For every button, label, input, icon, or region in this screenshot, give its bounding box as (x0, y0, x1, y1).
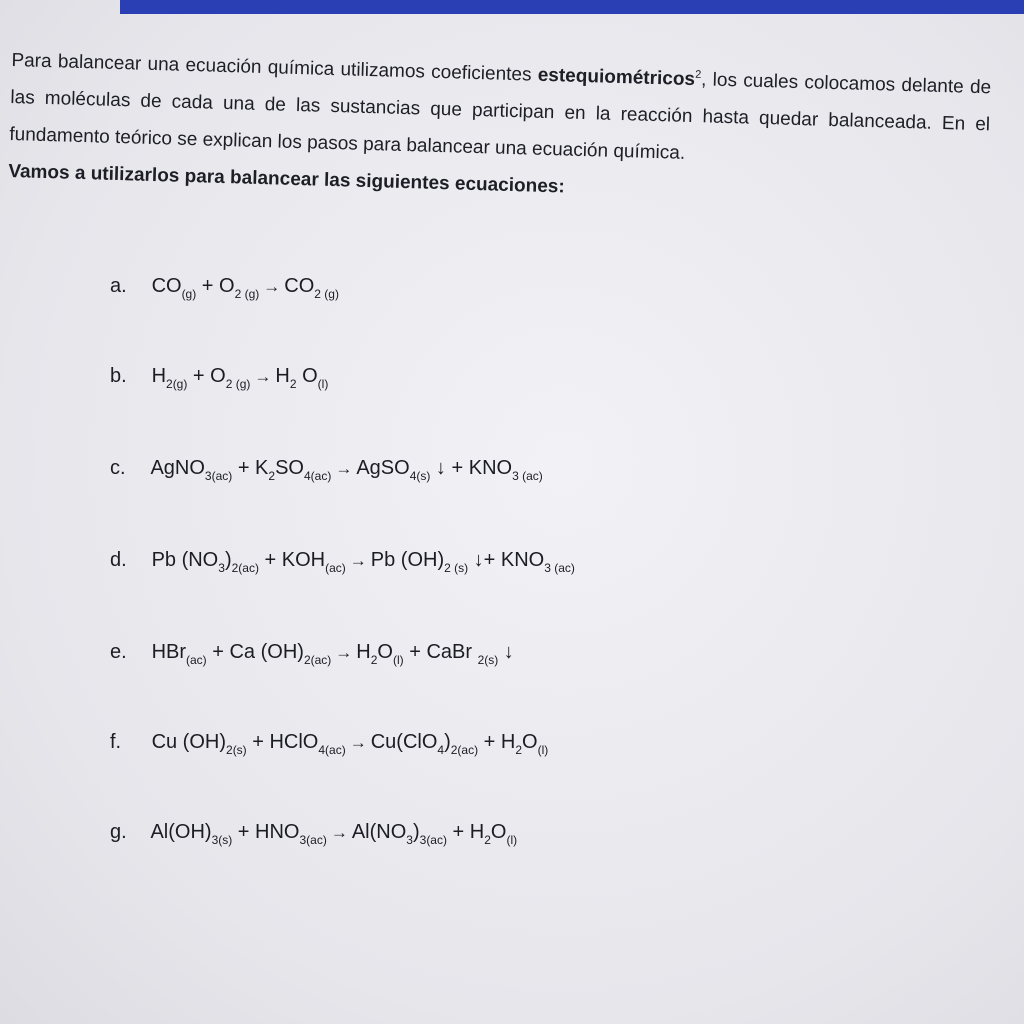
equation-label: e. (110, 641, 127, 663)
equation-expression: AgNO$_{3(ac)}$ + $K_2SO_{4(ac)}$ → AgSO$_{4(s)}$ ↓ + $KNO_{3 (ac)}$ (150, 457, 543, 483)
equation-expression: $Al(OH)_{3(s)} + HNO_{3(ac)} \to Al(NO_3)_{3(ac)} + H_2O_{(l)}$ (150, 821, 518, 847)
equation-label: d. (110, 549, 127, 571)
equation-expression: $H_{2(g)} + O_{2 (g)} \to H_2$ $O_{(l)}$ (151, 365, 329, 391)
equation-label: b. (110, 365, 127, 387)
equation-label: c. (110, 457, 126, 479)
equation-a (110, 275, 339, 301)
equation-expression: HBr$_{(ac)}$ + Ca $(OH)_{2(ac)} \to H_2O_{(l)}$ + CaBr $_{2(s)}$ ↓ (151, 641, 514, 667)
equation-expression: Pb $(NO_3)_{2(ac)} + KOH_{(ac)} \to Pb$ $(OH)_{2 (s)}$ ↓+ $KNO_{3 (ac)}$ (151, 549, 575, 575)
equation-g (110, 821, 518, 847)
equation-c (110, 457, 543, 483)
equation-d (110, 549, 575, 575)
equation-label: g. (110, 821, 127, 843)
intro-text-part1: Para balancear una ecuación química utilizamos coeficientes (11, 49, 539, 86)
footnote-marker: 2 (694, 68, 702, 81)
equation-b (110, 365, 329, 391)
blue-border-strip (120, 0, 1024, 14)
equation-expression: Cu $(OH)_{2(s)}$ + HClO$_{4(ac)}$ → $Cu(ClO_4)_{2(ac)} + H_2O_{(l)}$ (151, 731, 549, 757)
equation-e (110, 641, 514, 667)
intro-bold-term: estequiométricos (537, 64, 696, 91)
intro-paragraph (8, 42, 992, 217)
equation-label: f. (110, 731, 122, 753)
equation-label: a. (110, 275, 127, 297)
intro-text-part2: , los cuales colocamos delante de las moléculas de cada una de las sustancias que participan en la reacción hasta quedar balanceada. En el fundamento teórico se explican los pasos para balancear una ecuación química. (9, 69, 992, 164)
equation-f (110, 731, 549, 757)
instruction-line: Vamos a utilizarlos para balancear las siguientes ecuaciones: (8, 160, 565, 198)
equation-expression: $CO_{(g)} + O_{2 (g)} \to CO_{2 (g)}$ (151, 275, 339, 301)
